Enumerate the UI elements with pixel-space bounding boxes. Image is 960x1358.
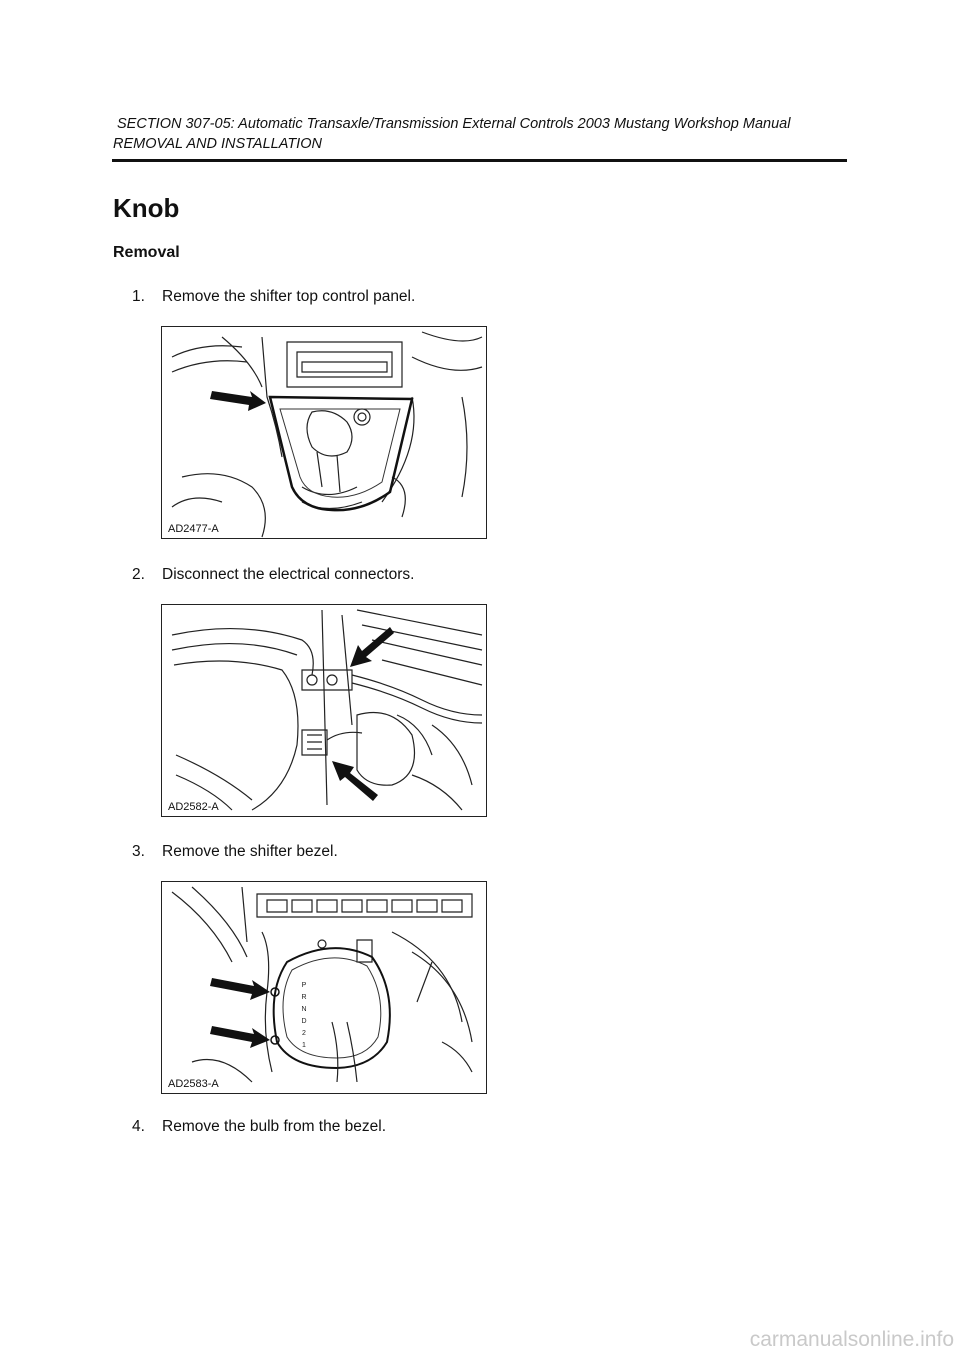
step-4 bbox=[132, 1118, 386, 1136]
gear-letter-p: P bbox=[301, 982, 307, 989]
step-text: Remove the bulb from the bezel. bbox=[162, 1118, 387, 1135]
figure-label: AD2477-A bbox=[168, 523, 219, 535]
figure-label: AD2582-A bbox=[168, 801, 219, 813]
watermark: carmanualsonline.info bbox=[749, 1328, 954, 1351]
step-number: 2. bbox=[132, 566, 145, 583]
page-title: Knob bbox=[113, 193, 180, 223]
procedure-type-header: REMOVAL AND INSTALLATION bbox=[113, 136, 322, 152]
bezel-illustration bbox=[162, 882, 486, 1093]
section-heading: Removal bbox=[113, 244, 180, 261]
manual-section-header: SECTION 307-05: Automatic Transaxle/Transmission External Controls 2003 Mustang Workshop Manual bbox=[117, 116, 791, 132]
step-3 bbox=[132, 843, 338, 861]
figure-shifter-bezel bbox=[161, 881, 487, 1094]
step-number: 1. bbox=[132, 288, 145, 305]
step-text: Disconnect the electrical connectors. bbox=[162, 566, 415, 583]
gear-letter-d: D bbox=[301, 1018, 307, 1025]
figure-label: AD2583-A bbox=[168, 1078, 219, 1090]
header-divider bbox=[112, 159, 847, 162]
step-text: Remove the shifter top control panel. bbox=[162, 288, 416, 305]
gear-letter-n: N bbox=[301, 1006, 307, 1013]
figure-shifter-control-panel bbox=[161, 326, 487, 539]
gear-letter-2: 2 bbox=[302, 1030, 306, 1037]
step-text: Remove the shifter bezel. bbox=[162, 843, 338, 860]
gear-letter-r: R bbox=[301, 994, 307, 1001]
figure-electrical-connectors bbox=[161, 604, 487, 817]
step-1 bbox=[132, 288, 415, 306]
connectors-illustration bbox=[162, 605, 486, 816]
shifter-panel-illustration bbox=[162, 327, 486, 538]
step-number: 3. bbox=[132, 843, 145, 860]
step-number: 4. bbox=[132, 1118, 145, 1135]
step-2 bbox=[132, 566, 414, 584]
gear-letter-1: 1 bbox=[302, 1042, 306, 1049]
